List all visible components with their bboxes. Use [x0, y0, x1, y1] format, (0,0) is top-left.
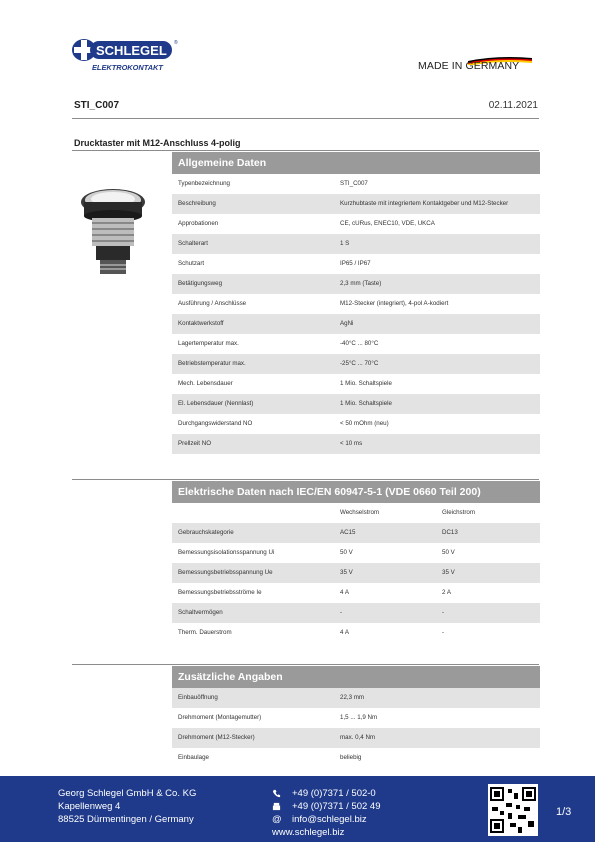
section-header-additional: Zusätzliche Angaben — [172, 666, 540, 688]
row-label: Schutzart — [178, 260, 205, 267]
document-id: STI_C007 — [74, 100, 120, 111]
divider — [72, 479, 539, 480]
website-link[interactable]: www.schlegel.biz — [272, 827, 345, 838]
row-label: Gebrauchskategorie — [178, 529, 234, 536]
row-value: < 50 mOhm (neu) — [340, 420, 389, 427]
row-value: max. 0,4 Nm — [340, 734, 376, 741]
table-row — [172, 174, 540, 194]
row-value: 1 Mio. Schaltspiele — [340, 400, 392, 407]
row-label: Schalterart — [178, 240, 208, 247]
table-row — [172, 274, 540, 294]
row-value-dc: - — [442, 629, 445, 636]
divider — [72, 118, 539, 119]
row-label: Beschreibung — [178, 200, 216, 207]
table-row — [172, 728, 540, 748]
row-label: Durchgangswiderstand NO — [178, 420, 253, 427]
row-label: Drehmoment (M12-Stecker) — [178, 734, 255, 741]
row-value: -25°C ... 70°C — [340, 360, 379, 367]
document-date: 02.11.2021 — [488, 100, 538, 111]
table-row — [172, 394, 540, 414]
table-row — [172, 563, 540, 583]
row-label: Approbationen — [178, 220, 219, 227]
row-value-ac: 35 V — [340, 569, 353, 576]
row-value-dc: 35 V — [442, 569, 455, 576]
row-value: AgNi — [340, 320, 354, 327]
row-label: Bemessungsisolationsspannung Ui — [178, 549, 275, 556]
made-in-germany: MADE IN GERMANY — [418, 60, 520, 72]
page-number: 1/3 — [556, 806, 572, 818]
row-value: beliebig — [340, 754, 362, 761]
at-icon: @ — [272, 814, 282, 825]
company-street: Kapellenweg 4 — [58, 801, 121, 812]
fax-number: +49 (0)7371 / 502 49 — [292, 801, 381, 812]
row-value-ac: - — [340, 609, 343, 616]
svg-text:®: ® — [174, 40, 178, 46]
table-row — [172, 354, 540, 374]
company-city: 88525 Dürmentingen / Germany — [58, 814, 194, 825]
company-name: Georg Schlegel GmbH & Co. KG — [58, 788, 197, 799]
divider — [72, 150, 539, 151]
table-row — [172, 623, 540, 643]
row-value-ac: 4 A — [340, 629, 349, 636]
table-row — [172, 748, 540, 768]
row-label: Einbauöffnung — [178, 694, 218, 701]
row-value: STI_C007 — [340, 180, 368, 187]
table-row — [172, 314, 540, 334]
section-header-electrical: Elektrische Daten nach IEC/EN 60947-5-1 (VDE 0660 Teil 200) — [172, 481, 540, 503]
row-value: M12-Stecker (integriert), 4-pol A-kodiert — [340, 300, 449, 307]
row-label: Schaltvermögen — [178, 609, 223, 616]
row-value-dc: 50 V — [442, 549, 455, 556]
row-label: Einbaulage — [178, 754, 209, 761]
row-value: Kurzhubtaste mit integriertem Kontaktgeber und M12-Stecker — [340, 200, 509, 207]
row-label: Bemessungsbetriebsströme Ie — [178, 589, 262, 596]
table-row — [172, 194, 540, 214]
row-value: 22,3 mm — [340, 694, 365, 701]
row-value: < 10 ms — [340, 440, 363, 447]
row-label: Drehmoment (Montagemutter) — [178, 714, 262, 721]
table-row — [172, 543, 540, 563]
table-row — [172, 374, 540, 394]
row-value: -40°C ... 80°C — [340, 340, 379, 347]
divider — [72, 664, 539, 665]
row-value-ac: 50 V — [340, 549, 353, 556]
table-row — [172, 583, 540, 603]
table-row — [172, 523, 540, 543]
product-image — [78, 180, 148, 280]
row-label: El. Lebensdauer (Nennlast) — [178, 400, 254, 407]
row-value: 1 Mio. Schaltspiele — [340, 380, 392, 387]
row-label: Betätigungsweg — [178, 280, 223, 287]
email-link[interactable]: info@schlegel.biz — [292, 814, 367, 825]
section-header-general: Allgemeine Daten — [172, 152, 540, 174]
fax-icon — [272, 802, 281, 811]
row-label: Kontaktwerkstoff — [178, 320, 224, 327]
qr-code[interactable] — [488, 784, 538, 836]
row-value-ac: AC15 — [340, 529, 356, 536]
row-label: Prellzeit NO — [178, 440, 212, 447]
row-value-dc: 2 A — [442, 589, 451, 596]
row-value: 2,3 mm (Taste) — [340, 280, 382, 287]
column-dc: Gleichstrom — [442, 509, 476, 516]
table-row — [172, 603, 540, 623]
footer — [0, 776, 595, 842]
table-row — [172, 414, 540, 434]
table-row — [172, 334, 540, 354]
row-label: Typenbezeichnung — [178, 180, 230, 187]
schlegel-logo — [70, 37, 180, 73]
row-value: IP65 / IP67 — [340, 260, 371, 267]
brand-subtitle: ELEKTROKONTAKT — [92, 63, 163, 72]
row-value-ac: 4 A — [340, 589, 349, 596]
table-row — [172, 688, 540, 708]
row-value-dc: DC13 — [442, 529, 458, 536]
table-row — [172, 254, 540, 274]
row-label: Ausführung / Anschlüsse — [178, 300, 247, 307]
row-value: 1,5 ... 1,9 Nm — [340, 714, 378, 721]
row-label: Betriebstemperatur max. — [178, 360, 246, 367]
row-value: 1 S — [340, 240, 350, 247]
column-ac: Wechselstrom — [340, 509, 380, 516]
brand-name: SCHLEGEL — [96, 43, 167, 58]
row-value-dc: - — [442, 609, 445, 616]
table-row — [172, 214, 540, 234]
table-row — [172, 234, 540, 254]
table-row — [172, 294, 540, 314]
table-row — [172, 708, 540, 728]
phone-number[interactable]: +49 (0)7371 / 502-0 — [292, 788, 376, 799]
product-title: Drucktaster mit M12-Anschluss 4-polig — [74, 138, 241, 148]
row-label: Therm. Dauerstrom — [178, 629, 232, 636]
table-row — [172, 434, 540, 454]
phone-icon — [272, 789, 281, 798]
row-value: CE, cURus, ENEC10, VDE, UKCA — [340, 220, 435, 227]
row-label: Lagertemperatur max. — [178, 340, 239, 347]
row-label: Bemessungsbetriebsspannung Ue — [178, 569, 273, 576]
row-label: Mech. Lebensdauer — [178, 380, 233, 387]
electrical-column-headers — [172, 503, 540, 523]
